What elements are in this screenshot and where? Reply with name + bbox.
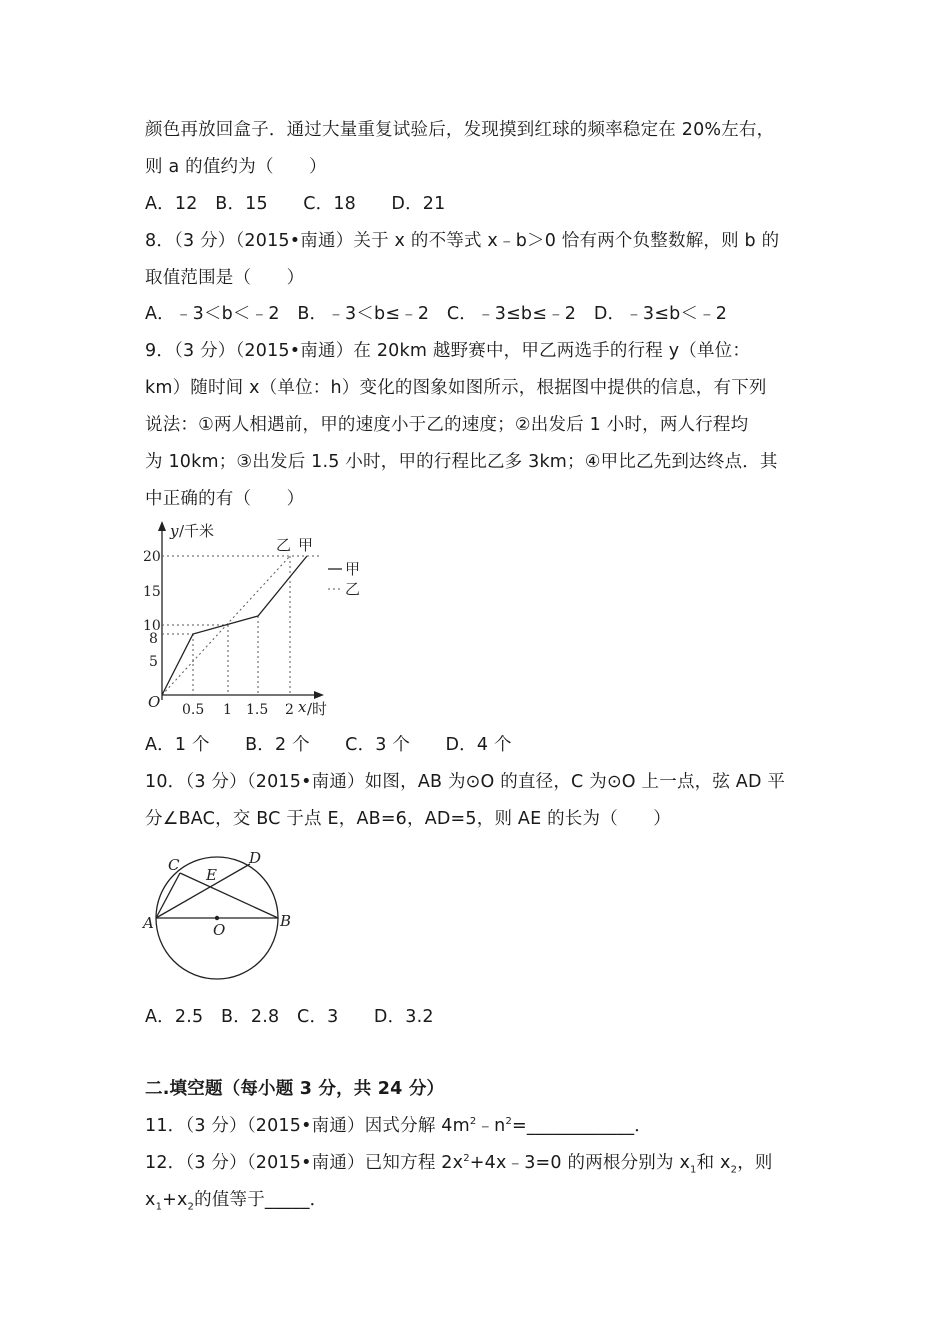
- x-tick-1: 1: [223, 702, 232, 718]
- q12-l2-sub-1: 1: [155, 1201, 163, 1213]
- q12-l2-c: 的值等于_____．: [194, 1190, 328, 1210]
- y-tick-10: 10: [143, 618, 161, 634]
- q12-l2-a: x: [145, 1190, 156, 1210]
- q10-line-1: 10．（3 分）（2015•南通）如图，AB 为⊙O 的直径，C 为⊙O 上一点，弦 AD 平: [145, 772, 786, 792]
- origin-label: O: [148, 693, 161, 711]
- q11-sup-2: 2: [505, 1116, 512, 1128]
- y-tick-20: 20: [143, 549, 161, 565]
- top-label-jia: 甲: [298, 536, 314, 554]
- q7-line-1: 颜色再放回盒子．通过大量重复试验后，发现摸到红球的频率稳定在 20%左右，: [145, 120, 775, 140]
- y-tick-8: 8: [149, 631, 158, 647]
- q10-line-2: 分∠BAC，交 BC 于点 E，AB=6，AD=5，则 AE 的长为（ ）: [145, 809, 672, 829]
- x-axis-arrow: [314, 691, 324, 699]
- q9-distance-time-graph: [140, 516, 380, 722]
- x-tick-1.5: 1.5: [246, 702, 269, 718]
- q9-line-4: 为 10km；③出发后 1.5 小时，甲的行程比乙多 3km；④甲比乙先到达终点．其: [145, 452, 778, 472]
- q12-l2-sub-2: 2: [187, 1201, 195, 1213]
- q11-line: [145, 1114, 652, 1138]
- x-tick-2: 2: [285, 702, 294, 718]
- q9-line-5: 中正确的有（ ）: [145, 489, 305, 509]
- legend-yi-label: 乙: [345, 580, 361, 598]
- y-tick-15: 15: [143, 584, 161, 600]
- q8-options: A．﹣3＜b＜﹣2 B．﹣3＜b≤﹣2 C．﹣3≤b≤﹣2 D．﹣3≤b＜﹣2: [145, 304, 728, 324]
- q9-line-3: 说法：①两人相遇前，甲的速度小于乙的速度；②出发后 1 小时，两人行程均: [145, 415, 749, 435]
- legend-jia-label: 甲: [345, 560, 361, 578]
- point-b-label: B: [280, 912, 292, 930]
- q11-text-b: ﹣n: [476, 1116, 506, 1136]
- top-label-yi: 乙: [276, 536, 292, 554]
- q12-text-d: ，则: [737, 1153, 773, 1173]
- q12-l2-b: +x: [162, 1190, 188, 1210]
- q12-line-1: [145, 1151, 773, 1175]
- q11-text-a: 11．（3 分）（2015•南通）因式分解 4m: [145, 1116, 470, 1136]
- q12-text-c: 和 x: [696, 1153, 731, 1173]
- y-tick-5: 5: [149, 654, 158, 670]
- section-2-title: 二.填空题（每小题 3 分，共 24 分）: [145, 1079, 445, 1099]
- q11-sup-1: 2: [469, 1116, 477, 1128]
- x-tick-0.5: 0.5: [182, 702, 205, 718]
- q10-circle-figure: [138, 846, 298, 986]
- q12-sub-2: 2: [730, 1164, 738, 1176]
- q11-text-c: =____________．: [512, 1116, 652, 1136]
- guide-lines: [162, 556, 320, 695]
- q9-options: A．1 个 B．2 个 C．3 个 D．4 个: [145, 735, 512, 755]
- q12-text-b: +4x﹣3=0 的两根分别为 x: [469, 1153, 691, 1173]
- point-c-label: C: [168, 856, 180, 874]
- q7-line-2: 则 a 的值约为（ ）: [145, 157, 327, 177]
- y-axis-arrow: [158, 521, 166, 531]
- point-e-label: E: [206, 866, 217, 884]
- q8-line-1: 8．（3 分）（2015•南通）关于 x 的不等式 x﹣b＞0 恰有两个负整数解，则 b 的: [145, 231, 780, 251]
- x-axis-label: x: [298, 698, 307, 716]
- x-axis-unit: /时: [307, 700, 328, 718]
- point-a-label: A: [143, 914, 154, 932]
- q9-line-1: 9．（3 分）（2015•南通）在 20km 越野赛中，甲乙两选手的行程 y（单位：: [145, 341, 751, 361]
- point-d-label: D: [249, 849, 262, 867]
- point-o-label: O: [213, 921, 226, 939]
- q12-text-a: 12．（3 分）（2015•南通）已知方程 2x: [145, 1153, 464, 1173]
- q12-line-2: [145, 1188, 327, 1212]
- y-axis-unit: /千米: [179, 522, 215, 540]
- q7-options: A．12 B．15 C．18 D．21: [145, 194, 446, 214]
- q12-sub-1: 1: [690, 1164, 697, 1176]
- q10-options: A．2.5 B．2.8 C．3 D．3.2: [145, 1007, 434, 1027]
- y-axis-label: y: [170, 522, 179, 540]
- q9-line-2: km）随时间 x（单位：h）变化的图象如图所示，根据图中提供的信息，有下列: [145, 378, 767, 398]
- q12-sup-1: 2: [463, 1153, 470, 1165]
- center-dot: [215, 916, 219, 920]
- q8-line-2: 取值范围是（ ）: [145, 268, 305, 288]
